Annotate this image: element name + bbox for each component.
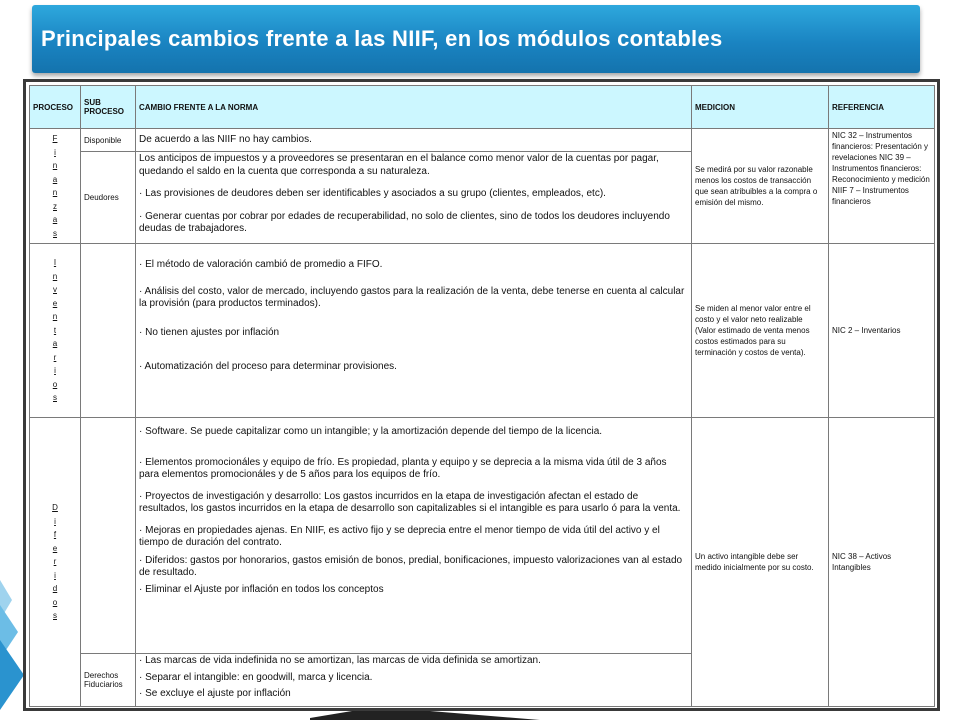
subproceso-disponible: Disponible — [81, 129, 136, 152]
cambio-disponible: De acuerdo a las NIIF no hay cambios. — [136, 129, 692, 152]
header-referencia: REFERENCIA — [829, 86, 935, 129]
proceso-finanzas: F i n a n z a s — [30, 129, 81, 244]
header-cambio: CAMBIO FRENTE A LA NORMA — [136, 86, 692, 129]
proceso-inventarios: I n v e n t a r i o s — [30, 244, 81, 418]
subproceso-fiduciarios: Derechos Fiduciarios — [81, 654, 136, 707]
referencia-inventarios: NIC 2 – Inventarios — [829, 244, 935, 418]
list-item: · Análisis del costo, valor de mercado, incluyendo gastos para la realización de la venta, debe tenerse en cuenta al calcular la provisión (para productos terminados). — [139, 285, 685, 309]
list-item: · Generar cuentas por cobrar por edades de recuperabilidad, no solo de clientes, sino de todos los deudores incluyendo deudas de trabajadores. — [139, 210, 670, 234]
referencia-finanzas: NIC 32 – Instrumentos financieros: Presentación y revelaciones NIC 39 – Instrumentos financieros: Reconocimiento y medición NIIF 7 – Instrumentos financieros — [829, 129, 935, 244]
list-item: · Se excluye el ajuste por inflación — [139, 688, 291, 699]
table-row — [30, 244, 935, 418]
header-medicion: MEDICION — [692, 86, 829, 129]
slide-title-bar — [32, 5, 920, 73]
list-item: · Diferidos: gastos por honorarios, gastos emisión de bonos, predial, bonificaciones, impuesto valorizaciones van al estado de resultado. — [139, 554, 683, 578]
referencia-diferidos: NIC 38 – Activos Intangibles — [829, 418, 935, 707]
cambio-fiduciarios — [136, 654, 692, 707]
list-item: · Las marcas de vida indefinida no se amortizan, las marcas de vida definida se amortizan. — [139, 655, 541, 666]
list-item: · Mejoras en propiedades ajenas. En NIIF, es activo fijo y se deprecia entre el menor tiempo de vida útil del activo y el tiempo de duración del contrato. — [139, 524, 660, 548]
list-item: · El método de valoración cambió de promedio a FIFO. — [139, 259, 383, 270]
medicion-inventarios: Se miden al menor valor entre el costo y el valor neto realizable (Valor estimado de venta menos costos estimados para su terminación y costos de venta). — [692, 244, 829, 418]
list-item: · Separar el intangible: en goodwill, marca y licencia. — [139, 671, 373, 683]
table-row — [30, 418, 935, 654]
cambio-inventarios — [136, 244, 692, 418]
header-subproceso: SUB PROCESO — [81, 86, 136, 129]
header-proceso: PROCESO — [30, 86, 81, 129]
medicion-finanzas: Se medirá por su valor razonable menos los costos de transacción que sean atribuibles a la compra o emisión del mismo. — [692, 129, 829, 244]
subproceso-diferidos — [81, 418, 136, 654]
cambio-deudores — [136, 152, 692, 244]
list-item: · Automatización del proceso para determinar provisiones. — [139, 361, 397, 372]
subproceso-inventarios — [81, 244, 136, 418]
changes-table — [29, 85, 935, 707]
table-row — [30, 129, 935, 152]
list-item: · Eliminar el Ajuste por inflación en todos los conceptos — [139, 583, 384, 595]
list-item: Los anticipos de impuestos y a proveedores se presentaran en el balance como menor valor de la cuentas por pagar, quedando el saldo en la cuenta que corresponda a su naturaleza. — [139, 153, 659, 177]
list-item: · Las provisiones de deudores deben ser identificables y asociados a su grupo (clientes, empleados, etc). — [139, 188, 606, 199]
list-item: · Proyectos de investigación y desarrollo: Los gastos incurridos en la etapa de investigación afectan el estado de resultados, los gastos incurridos en la etapa de desarrollo son capitalizables si el intangible es para usarlo ó para la venta. — [139, 490, 681, 514]
proceso-diferidos: D i f e r i d o s — [30, 418, 81, 707]
list-item: · Elementos promocionáles y equipo de frío. Es propiedad, planta y equipo y se deprecia a la misma vida útil de 3 años para elementos promocionáles y de 5 años para los equipos de frío. — [139, 456, 667, 480]
subproceso-deudores: Deudores — [81, 152, 136, 244]
list-item: · Software. Se puede capitalizar como un intangible; y la amortización depende del tiempo de la licencia. — [139, 426, 603, 437]
cambio-diferidos — [136, 418, 692, 654]
changes-table-frame — [23, 79, 940, 711]
table-header-row — [30, 86, 935, 129]
medicion-diferidos: Un activo intangible debe ser medido inicialmente por su costo. — [692, 418, 829, 707]
list-item: · No tienen ajustes por inflación — [139, 326, 280, 338]
slide-title: Principales cambios frente a las NIIF, en los módulos contables — [41, 26, 723, 51]
